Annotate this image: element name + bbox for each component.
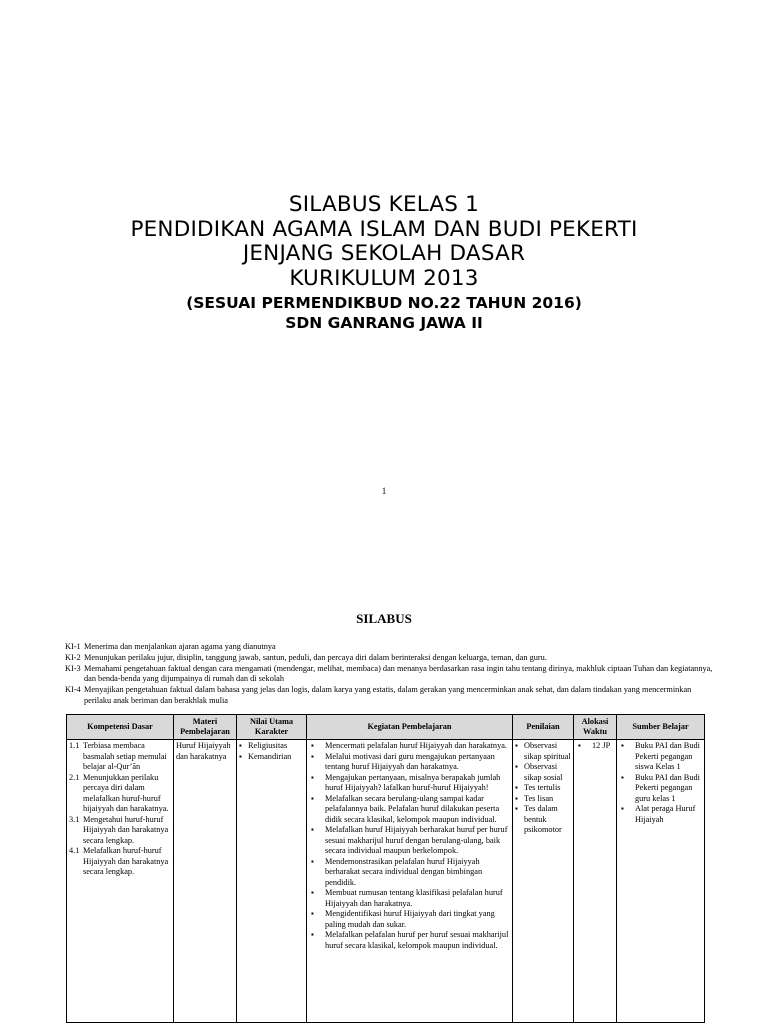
sumber-item: ▪ Buku PAI dan Budi Pekerti pegangan siswa Kelas 1 [635, 741, 702, 773]
cover-subtitle-line: SDN GANRANG JAWA II [285, 314, 483, 332]
penilaian-item: ▪ Observasi sikap spiritual [524, 741, 571, 762]
kegiatan-item: ▪ Melalui motivasi dari guru mengajukan pertanyaan tentang huruf Hijaiyyah dan harakatnya. [325, 752, 510, 773]
kd-text: Terbiasa membaca basmalah setiap memulai belajar al-Qur’ān [83, 741, 167, 771]
kegiatan-item: ▪ Mengajukan pertanyaan, misalnya berapakah jumlah huruf Hijaiyyah? lafalkan huruf-huruf Hijaiyyah! [325, 773, 510, 794]
table-header-row [67, 715, 705, 740]
kd-number: 4.1 [69, 846, 80, 855]
page-number: 1 [381, 486, 387, 496]
sumber-item: ▪ Buku PAI dan Budi Pekerti pegangan guru kelas 1 [635, 773, 702, 805]
ki-text: Menyajikan pengetahuan faktual dalam bahasa yang jelas dan logis, dalam karya yang estatis, dalam gerakan yang mencerminkan anak sehat, dan dalam tindakan yang mencerminkan perilaku anak beriman dan berakhlak mulia [84, 685, 692, 705]
cover-title-line: KURIKULUM 2013 [289, 265, 479, 291]
cover-title-line: PENDIDIKAN AGAMA ISLAM DAN BUDI PEKERTI [130, 216, 638, 242]
cell-sumber [617, 740, 705, 1023]
ki-text: Menerima dan menjalankan ajaran agama yang dianutnya [84, 642, 276, 651]
ki-item [65, 642, 715, 653]
kd-text: Melafalkan huruf-huruf Hijaiyyah dan harakatnya secara lengkap. [83, 846, 169, 876]
silabus-table [66, 714, 705, 1023]
ki-text: Memahami pengetahuan faktual dengan cara mengamati (mendengar, melihat, membaca) dan menanya berdasarkan rasa ingin tahu tentang dirinya, makhluk ciptaan Tuhan dan kegiatannya, dan benda-benda yang dijumpainya di rumah dan di sekolah [84, 663, 713, 684]
penilaian-item: ▪ Tes tertulis [524, 783, 571, 794]
nilai-item: ▪ Kemandirian [248, 752, 304, 763]
cell-penilaian [513, 740, 574, 1023]
penilaian-list [515, 741, 571, 836]
kd-item [69, 846, 171, 878]
kd-number: 2.1 [69, 772, 80, 782]
kegiatan-item: ▪ Melafalkan pelafalan huruf per huruf sesuai makharijul huruf secara klasikal, kelompok maupun individual. [325, 930, 510, 951]
header-nilai-karakter: Nilai Utama Karakter [237, 715, 307, 740]
ki-code: KI-4 [65, 685, 81, 695]
kd-number: 3.1 [69, 814, 80, 824]
cover-subtitle-line: (SESUAI PERMENDIKBUD NO.22 TAHUN 2016) [186, 294, 582, 312]
ki-list [65, 642, 715, 707]
cover-title-line: JENJANG SEKOLAH DASAR [242, 241, 526, 266]
header-kegiatan: Kegiatan Pembelajaran [307, 715, 513, 740]
alokasi-item: ▪ 12 JP [592, 741, 614, 752]
penilaian-item: ▪ Observasi sikap sosial [524, 762, 571, 783]
kd-text: Menunjukkan perilaku percaya diri dalam melafalkan huruf-huruf hijaiyyah dan harakatnya. [83, 772, 169, 813]
kegiatan-list [309, 741, 510, 951]
kd-number: 1.1 [69, 741, 80, 750]
ki-code: KI-1 [65, 642, 81, 651]
nilai-list [239, 741, 304, 762]
kd-item [69, 815, 171, 847]
silabus-heading: SILABUS [356, 611, 412, 626]
kd-item [69, 741, 171, 773]
cover-title-block [0, 193, 768, 333]
kegiatan-item: ▪ Mencermati pelafalan huruf Hijaiyyah dan harakatnya. [325, 741, 510, 752]
ki-code: KI-3 [65, 663, 81, 673]
cover-title-line: SILABUS KELAS 1 [288, 192, 480, 217]
ki-item [65, 653, 715, 664]
penilaian-item: ▪ Tes dalam bentuk psikomotor [524, 804, 571, 836]
alokasi-list [576, 741, 614, 752]
header-penilaian: Penilaian [513, 715, 574, 740]
kegiatan-item: ▪ Membuat rumusan tentang klasifikasi pelafalan huruf Hijaiyyah dan harakatnya. [325, 888, 510, 909]
cell-kegiatan [307, 740, 513, 1023]
ki-text: Menunjukan perilaku jujur, disiplin, tanggung jawab, santun, peduli, dan percaya diri dalam berinteraksi dengan keluarga, teman, dan guru. [84, 652, 547, 662]
sumber-item: ▪ Alat peraga Huruf Hijaiyah [635, 804, 702, 825]
cell-materi: Huruf Hijaiyyah dan harakatnya [174, 740, 237, 1023]
kegiatan-item: ▪ Melafalkan huruf Hijaiyyah berharakat huruf per huruf sesuai makharijul huruf dengan berulang-ulang, baik secara individual maupun berkelompok. [325, 825, 510, 857]
header-alokasi: Alokasi Waktu [574, 715, 617, 740]
table-row [67, 740, 705, 1023]
cell-nilai-karakter [237, 740, 307, 1023]
kegiatan-item: ▪ Mengidentifikasi huruf Hijaiyyah dari tingkat yang paling mudah dan sukar. [325, 909, 510, 930]
nilai-item: ▪ Religiusitas [248, 741, 304, 752]
cell-alokasi [574, 740, 617, 1023]
cell-kompetensi-dasar [67, 740, 174, 1023]
ki-item [65, 685, 715, 707]
ki-code: KI-2 [65, 652, 81, 662]
sumber-list [619, 741, 702, 825]
kegiatan-item: ▪ Melafalkan secara berulang-ulang sampai kadar pelafalannya baik. Pelafalan huruf dilakukan peserta didik secara klasikal, kelompok maupun individual. [325, 794, 510, 826]
kd-text: Mengetahui huruf-huruf Hijaiyyah dan harakatnya secara lengkap. [83, 814, 169, 845]
kegiatan-item: ▪ Mendemonstrasikan pelafalan huruf Hijaiyyah berharakat secara individual dengan bimbingan pendidik. [325, 857, 510, 889]
header-materi: Materi Pembelajaran [174, 715, 237, 740]
header-sumber: Sumber Belajar [617, 715, 705, 740]
kd-item [69, 773, 171, 815]
penilaian-item: ▪ Tes lisan [524, 794, 571, 805]
header-kompetensi-dasar: Kompetensi Dasar [67, 715, 174, 740]
ki-item [65, 664, 715, 686]
